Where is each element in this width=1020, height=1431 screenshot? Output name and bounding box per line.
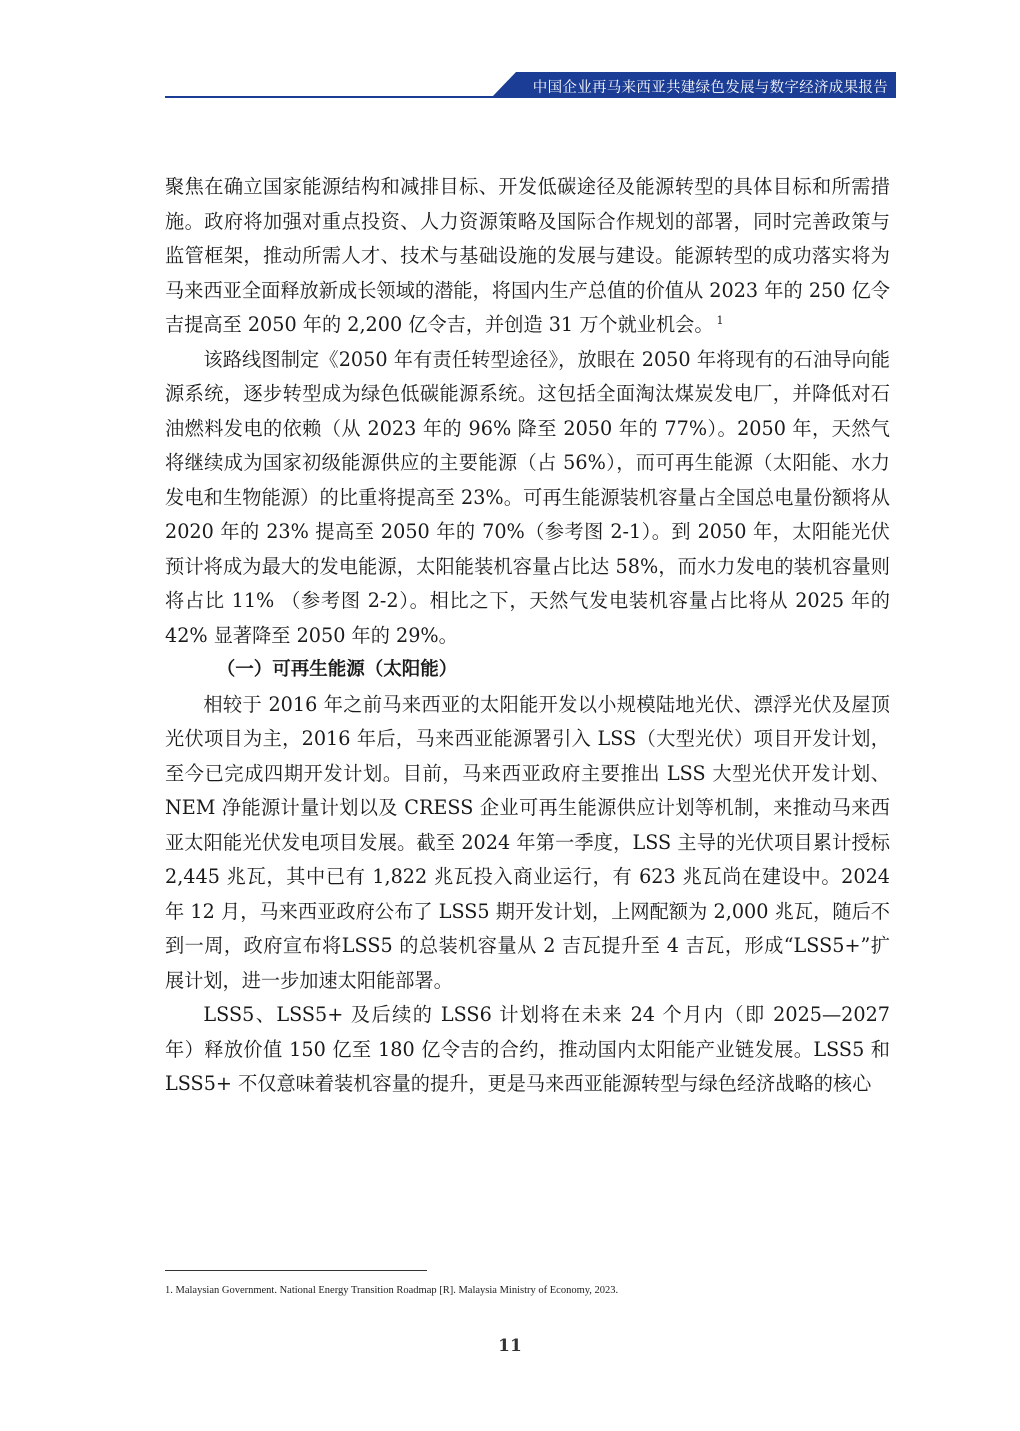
header-rule: [165, 96, 896, 98]
page-number: 11: [498, 1336, 522, 1356]
footnote: 1. Malaysian Government. National Energy Transition Roadmap [R]. Malaysia Ministry of Economy, 2023.: [165, 1285, 619, 1296]
footnote-reference[interactable]: 1: [716, 314, 724, 327]
header-title: 中国企业再马来西亚共建绿色发展与数字经济成果报告: [532, 80, 888, 96]
footnote-rule: [165, 1270, 427, 1271]
paragraph-4: LSS5、LSS5+ 及后续的 LSS6 计划将在未来 24 个月内（即 2025—2027 年）释放价值 150 亿至 180 亿令吉的合约，推动国内太阳能产业链发展。LSS5 和 LSS5+ 不仅意味着装机容量的提升，更是马来西亚能源转型与绿色经济战略的核心: [165, 1003, 890, 1095]
paragraph-2: 该路线图制定《2050 年有责任转型途径》，放眼在 2050 年将现有的石油导向能源系统，逐步转型成为绿色低碳能源系统。这包括全面淘汰煤炭发电厂，并降低对石油燃料发电的依赖（从 2023 年的 96% 降至 2050 年的 77%）。2050 年，天然气将继续成为国家初级能源供应的主要能源（占 56%），而可再生能源（太阳能、水力发电和生物能源）的比重将提高至 23%。可再生能源装机容量占全国总电量份额将从 2020 年的 23% 提高至 2050 年的 70%（参考图 2-1）。到 2050 年，太阳能光伏预计将成为最大的发电能源，太阳能装机容量占比达 58%，而水力发电的装机容量则将占比 11% （参考图 2-2）。相比之下，天然气发电装机容量占比将从 2025 年的 42% 显著降至 2050 年的 29%。: [165, 347, 890, 647]
body-text: [165, 170, 890, 1102]
paragraph-1-text: 聚焦在确立国家能源结构和减排目标、开发低碳途径及能源转型的具体目标和所需措施。政府将加强对重点投资、人力资源策略及国际合作规划的部署，同时完善政策与监管框架，推动所需人才、技术与基础设施的发展与建设。能源转型的成功落实将为马来西亚全面释放新成长领域的潜能，将国内生产总值的价值从 2023 年的 250 亿令吉提高至 2050 年的 2,200 亿令吉，并创造 31 万个就业机会。: [165, 175, 890, 336]
paragraph-1: [165, 170, 890, 343]
section-heading: （一）可再生能源（太阳能）: [216, 659, 458, 680]
paragraph-3: 相较于 2016 年之前马来西亚的太阳能开发以小规模陆地光伏、漂浮光伏及屋顶光伏项目为主，2016 年后，马来西亚能源署引入 LSS（大型光伏）项目开发计划，至今已完成四期开发计划。目前，马来西亚政府主要推出 LSS 大型光伏开发计划、NEM 净能源计量计划以及 CRESS 企业可再生能源供应计划等机制，来推动马来西亚太阳能光伏发电项目发展。截至 2024 年第一季度，LSS 主导的光伏项目累计授标 2,445 兆瓦，其中已有 1,822 兆瓦投入商业运行，有 623 兆瓦尚在建设中。2024 年 12 月，马来西亚政府公布了 LSS5 期开发计划，上网配额为 2,000 兆瓦，随后不到一周，政府宣布将LSS5 的总装机容量从 2 吉瓦提升至 4 吉瓦，形成“LSS5+”扩展计划，进一步加速太阳能部署。: [165, 692, 890, 992]
